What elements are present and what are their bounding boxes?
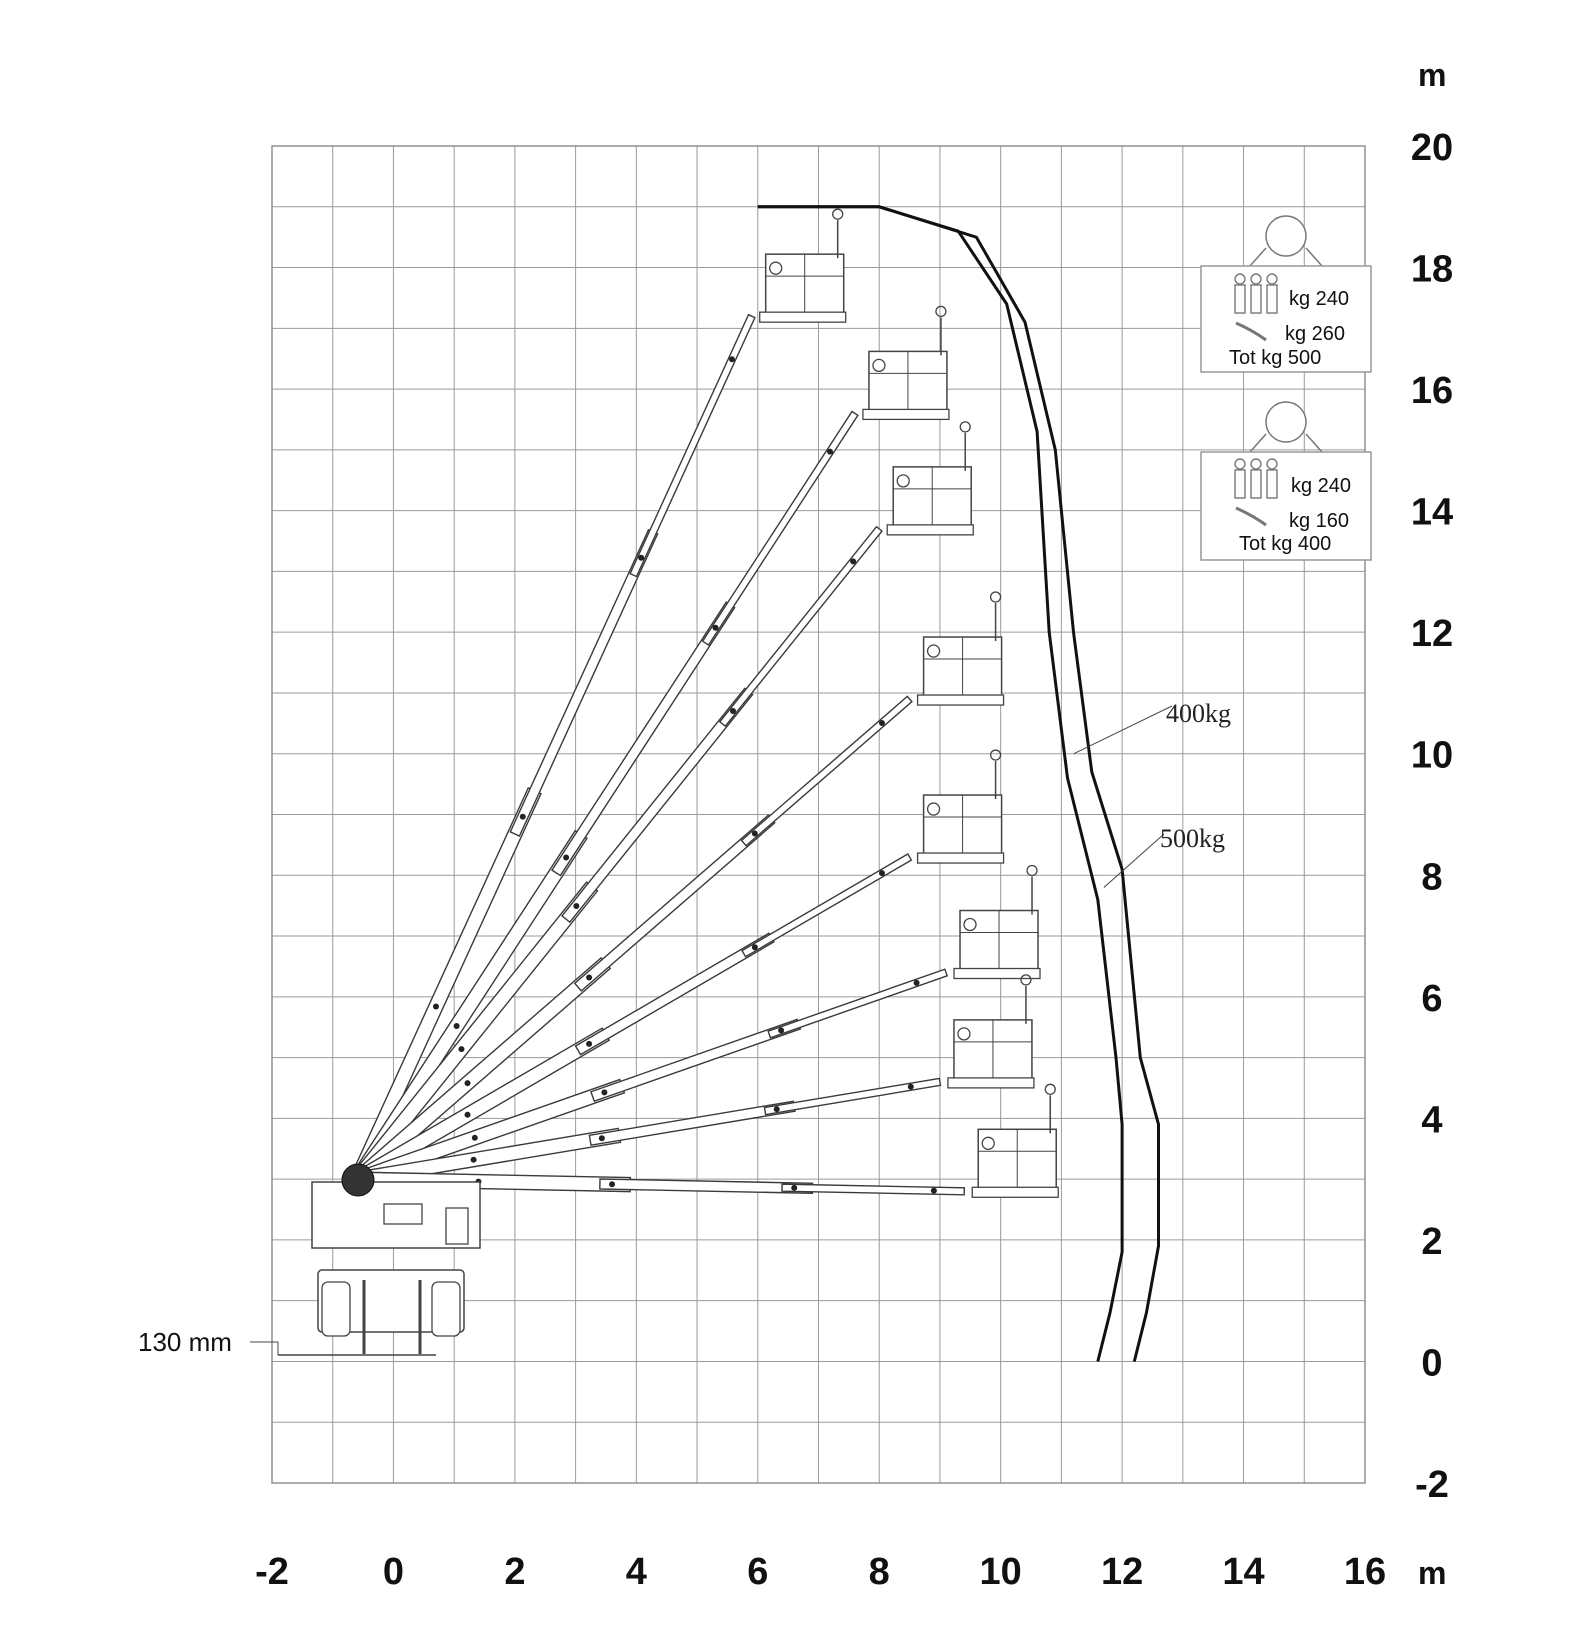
x-tick-label: -2 — [255, 1551, 289, 1593]
boom-section-3 — [742, 854, 911, 957]
boom-joint — [914, 980, 920, 986]
load-placard-400 — [1201, 402, 1371, 560]
placard-tools-load: kg 260 — [1285, 323, 1346, 345]
y-tick-label: 4 — [1421, 1099, 1443, 1142]
load-placard-500 — [1201, 216, 1371, 372]
wheel-left — [322, 1282, 350, 1336]
wheel-right — [432, 1282, 460, 1336]
x-tick-label: 12 — [1100, 1551, 1144, 1593]
machine-base — [250, 1164, 480, 1355]
boom-joint — [791, 1185, 797, 1191]
x-tick-label: 0 — [382, 1551, 405, 1593]
boom-joint — [827, 449, 833, 455]
envelope-label-500kg: 500kg — [1160, 824, 1225, 853]
operator-head — [960, 422, 970, 432]
boom-section-3 — [764, 1078, 940, 1114]
boom-joint — [586, 1041, 592, 1047]
boom-positions — [351, 209, 1059, 1197]
operator-head — [1027, 866, 1037, 876]
y-tick-label: -2 — [1415, 1464, 1449, 1506]
boom-joint — [520, 814, 526, 820]
boom-joint — [609, 1181, 615, 1187]
y-axis-unit: m — [1418, 57, 1447, 93]
boom-joint — [931, 1188, 937, 1194]
boom-position-7 — [356, 975, 1034, 1186]
basket-floor — [918, 853, 1004, 863]
boom-joint — [879, 720, 885, 726]
y-tick-label: 2 — [1421, 1220, 1443, 1263]
boom-joint — [472, 1135, 478, 1141]
operator-head — [1045, 1084, 1055, 1094]
y-tick-label: 16 — [1410, 370, 1454, 413]
boom-joint — [599, 1135, 605, 1141]
x-tick-label: 10 — [979, 1551, 1022, 1593]
operator-head — [936, 306, 946, 316]
y-tick-label: 20 — [1410, 127, 1454, 169]
envelope-label-400kg: 400kg — [1166, 699, 1231, 728]
y-tick-label: 14 — [1410, 491, 1454, 534]
boom-joint — [638, 555, 644, 561]
boom-joint — [729, 356, 735, 362]
x-tick-label: 14 — [1222, 1551, 1265, 1593]
boom-joint — [471, 1157, 477, 1163]
placard-hanger-icon — [1266, 216, 1306, 256]
placard-tools-load: kg 160 — [1289, 510, 1350, 532]
boom-joint — [752, 944, 758, 950]
boom-joint — [454, 1023, 460, 1029]
y-tick-label: 6 — [1421, 977, 1443, 1020]
basket-floor — [972, 1187, 1058, 1197]
y-tick-label: 12 — [1410, 613, 1454, 656]
placard-total-load: Tot kg 400 — [1239, 533, 1332, 555]
basket-floor — [760, 312, 846, 322]
x-tick-label: 8 — [868, 1551, 890, 1593]
boom-joint — [879, 870, 885, 876]
boom-joint — [465, 1112, 471, 1118]
leader-400kg — [1074, 706, 1172, 754]
boom-joint — [586, 974, 592, 980]
clearance-label: 130 mm — [138, 1327, 232, 1357]
operator-head — [991, 592, 1001, 602]
y-tick-label: 8 — [1421, 856, 1443, 899]
boom-joint — [458, 1046, 464, 1052]
x-tick-label: 4 — [625, 1551, 647, 1593]
placard-persons-load: kg 240 — [1291, 475, 1352, 497]
basket-floor — [948, 1078, 1034, 1088]
boom-joint — [730, 708, 736, 714]
boom-section-3 — [742, 696, 912, 845]
x-axis-unit: m — [1418, 1555, 1447, 1591]
basket-floor — [954, 969, 1040, 979]
boom-joint — [774, 1106, 780, 1112]
operator-head — [991, 750, 1001, 760]
placard-total-load: Tot kg 500 — [1229, 347, 1322, 369]
boom-joint — [573, 903, 579, 909]
boom-section-3 — [720, 527, 882, 726]
y-tick-label: 18 — [1410, 248, 1454, 291]
x-tick-label: 16 — [1343, 1551, 1387, 1593]
boom-joint — [713, 625, 719, 631]
y-tick-label: 0 — [1421, 1342, 1443, 1385]
boom-joint — [433, 1004, 439, 1010]
boom-joint — [563, 855, 569, 861]
basket-floor — [918, 695, 1004, 705]
boom-joint — [850, 558, 856, 564]
boom-joint — [778, 1027, 784, 1033]
placard-persons-load: kg 240 — [1289, 288, 1350, 310]
basket-floor — [887, 525, 973, 535]
boom-pivot — [342, 1164, 374, 1196]
x-tick-label: 2 — [504, 1551, 526, 1593]
basket-floor — [863, 409, 949, 419]
y-tick-label: 10 — [1410, 734, 1454, 777]
boom-section-3 — [768, 969, 947, 1038]
boom-joint — [601, 1089, 607, 1095]
boom-joint — [465, 1080, 471, 1086]
boom-joint — [752, 830, 758, 836]
placard-hanger-icon — [1266, 402, 1306, 442]
x-tick-label: 6 — [747, 1551, 769, 1593]
boom-section-3 — [630, 315, 755, 577]
boom-section-2 — [600, 1179, 813, 1193]
boom-joint — [908, 1084, 914, 1090]
boom-section-3 — [703, 411, 858, 645]
operator-head — [833, 209, 843, 219]
turret-body — [312, 1182, 480, 1248]
